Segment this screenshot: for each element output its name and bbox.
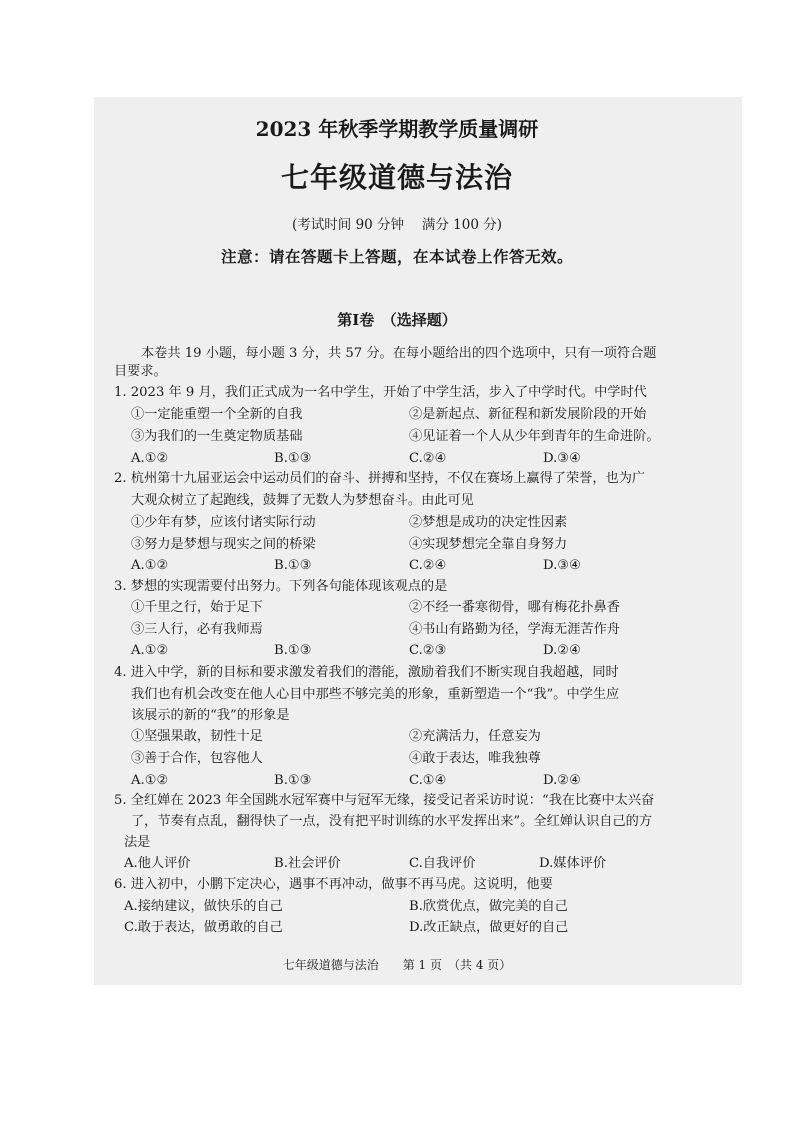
statement: ②是新起点、新征程和新发展阶段的开始 xyxy=(409,407,647,422)
question-stem: 3. 梦想的实现需要付出努力。下列各句能体现该观点的是 xyxy=(114,579,448,594)
question-stem: 6. 进入初中，小鹏下定决心，遇事不再冲动，做事不再马虎。这说明，他要 xyxy=(114,877,553,892)
section-intro: 本卷共 19 小题，每小题 3 分，共 57 分。在每小题给出的四个选项中，只有一项符合题 xyxy=(141,346,657,361)
option-a: A.①② xyxy=(131,451,169,466)
exam-notice: 注意：请在答题卡上答题，在本试卷上作答无效。 xyxy=(220,247,573,266)
option-b: B.欣赏优点，做完美的自己 xyxy=(409,899,568,914)
statement: ②不经一番寒彻骨，哪有梅花扑鼻香 xyxy=(409,600,620,615)
statement: ③为我们的一生奠定物质基础 xyxy=(131,429,303,444)
question-stem: 2. 杭州第十九届亚运会中运动员们的奋斗、拼搏和坚持，不仅在赛场上赢得了荣誉，也为广 xyxy=(114,471,646,486)
question-stem: 法是 xyxy=(124,835,151,850)
statement: ①千里之行，始于足下 xyxy=(131,600,263,615)
statement: ③三人行，必有我师焉 xyxy=(131,622,263,637)
option-b: B.①③ xyxy=(274,773,312,788)
statement: ③努力是梦想与现实之间的桥梁 xyxy=(131,537,316,552)
option-c: C.②③ xyxy=(409,643,447,658)
option-b: B.①③ xyxy=(274,451,312,466)
exam-subject-title: 七年级道德与法治 xyxy=(280,161,513,194)
question-stem: 了，节奏有点乱，翻得快了一点，没有把平时训练的水平发挥出来”。全红婵认识自己的方 xyxy=(131,814,653,829)
option-d: D.③④ xyxy=(543,451,581,466)
question-stem: 我们也有机会改变在他人心目中那些不够完美的形象，重新塑造一个“我”。中学生应 xyxy=(131,687,620,702)
option-a: A.接纳建议，做快乐的自己 xyxy=(124,899,283,914)
option-c: C.②④ xyxy=(409,558,447,573)
section-heading: 第Ⅰ卷 （选择题） xyxy=(337,311,457,329)
option-a: A.①② xyxy=(131,643,169,658)
option-c: C.①④ xyxy=(409,773,447,788)
statement: ④书山有路勤为径，学海无涯苦作舟 xyxy=(409,622,620,637)
statement: ②梦想是成功的决定性因素 xyxy=(409,515,568,530)
question-stem: 4. 进入中学，新的目标和要求激发着我们的潜能，激励着我们不断实现自我超越，同时 xyxy=(114,665,619,680)
option-b: B.①③ xyxy=(274,558,312,573)
section-intro: 目要求。 xyxy=(114,364,167,379)
option-a: A.①② xyxy=(131,558,169,573)
statement: ④实现梦想完全靠自身努力 xyxy=(409,537,568,552)
statement: ③善于合作，包容他人 xyxy=(131,751,263,766)
option-a: A.他人评价 xyxy=(124,856,191,871)
question-stem: 1. 2023 年 9 月，我们正式成为一名中学生，开始了中学生活，步入了中学时代。中学时代 xyxy=(114,385,647,400)
statement: ②充满活力，任意妄为 xyxy=(409,729,541,744)
statement: ①坚强果敢，韧性十足 xyxy=(131,729,263,744)
statement: ①少年有梦，应该付诸实际行动 xyxy=(131,515,316,530)
question-stem: 大观众树立了起跑线，鼓舞了无数人为梦想奋斗。由此可见 xyxy=(131,493,474,508)
statement: ④敢于表达，唯我独尊 xyxy=(409,751,541,766)
option-d: D.③④ xyxy=(543,558,581,573)
option-d: D.②④ xyxy=(543,773,581,788)
option-b: B.①③ xyxy=(274,643,312,658)
option-c: C.自我评价 xyxy=(409,856,476,871)
statement: ④见证着一个人从少年到青年的生命进阶。 xyxy=(409,429,660,444)
option-d: D.②④ xyxy=(543,643,581,658)
exam-term-title: 2023 年秋季学期教学质量调研 xyxy=(255,117,539,141)
exam-info: (考试时间 90 分钟 满分 100 分) xyxy=(292,217,502,233)
question-stem: 5. 全红婵在 2023 年全国跳水冠军赛中与冠军无缘，接受记者采访时说：“我在比赛中太兴奋 xyxy=(114,793,655,808)
option-b: B.社会评价 xyxy=(274,856,341,871)
option-a: A.①② xyxy=(131,773,169,788)
option-d: D.媒体评价 xyxy=(539,856,607,871)
statement: ①一定能重塑一个全新的自我 xyxy=(131,407,303,422)
option-c: C.敢于表达，做勇敢的自己 xyxy=(124,920,283,935)
option-d: D.改正缺点，做更好的自己 xyxy=(409,920,569,935)
option-c: C.②④ xyxy=(409,451,447,466)
question-stem: 该展示的新的“我”的形象是 xyxy=(131,708,290,723)
page-footer: 七年级道德与法治 第 1 页 （共 4 页） xyxy=(282,958,512,972)
